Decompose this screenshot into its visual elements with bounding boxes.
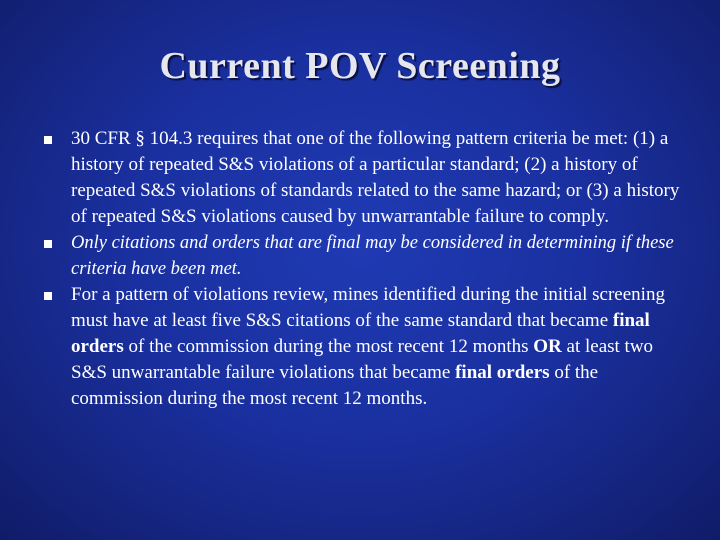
bullet-text: 30 CFR § 104.3 requires that one of the following pattern criteria be met: (1) a history of repeated S&S violations of a particular standard; (2) a history of repeated S&S violations of standards related to the same hazard; or (3) a history of repeated S&S violations caused by unwarrantable failure to comply. — [71, 128, 680, 227]
bullet-emphasis-final-orders: final orders — [455, 362, 550, 383]
bullet-emphasis-final-orders: final orders — [71, 310, 650, 357]
bullet-text-part-2: of the commission during the most recent 12 months — [123, 336, 534, 357]
bullet-text-part-1: For a pattern of violations review, mines identified during the initial screening must have at least five S&S citations of the same standard that became — [71, 284, 665, 331]
bullet-emphasis-or: OR — [533, 336, 562, 357]
bullet-item-review-requirements — [44, 282, 684, 412]
square-bullet-icon — [44, 292, 52, 300]
slide-title: Current POV Screening — [159, 45, 561, 87]
bullet-item-pattern-criteria — [44, 126, 684, 230]
bullet-item-final-citations — [44, 230, 684, 282]
bullet-list — [44, 126, 684, 412]
bullet-text: Only citations and orders that are final may be considered in determining if these criteria have been met. — [71, 233, 674, 279]
square-bullet-icon — [44, 136, 52, 144]
bullet-text-part-4: of the commission during the most recent 12 months. — [71, 362, 599, 409]
square-bullet-icon — [44, 240, 52, 248]
bullet-text-part-3: at least two S&S unwarrantable failure violations that became — [71, 336, 654, 383]
